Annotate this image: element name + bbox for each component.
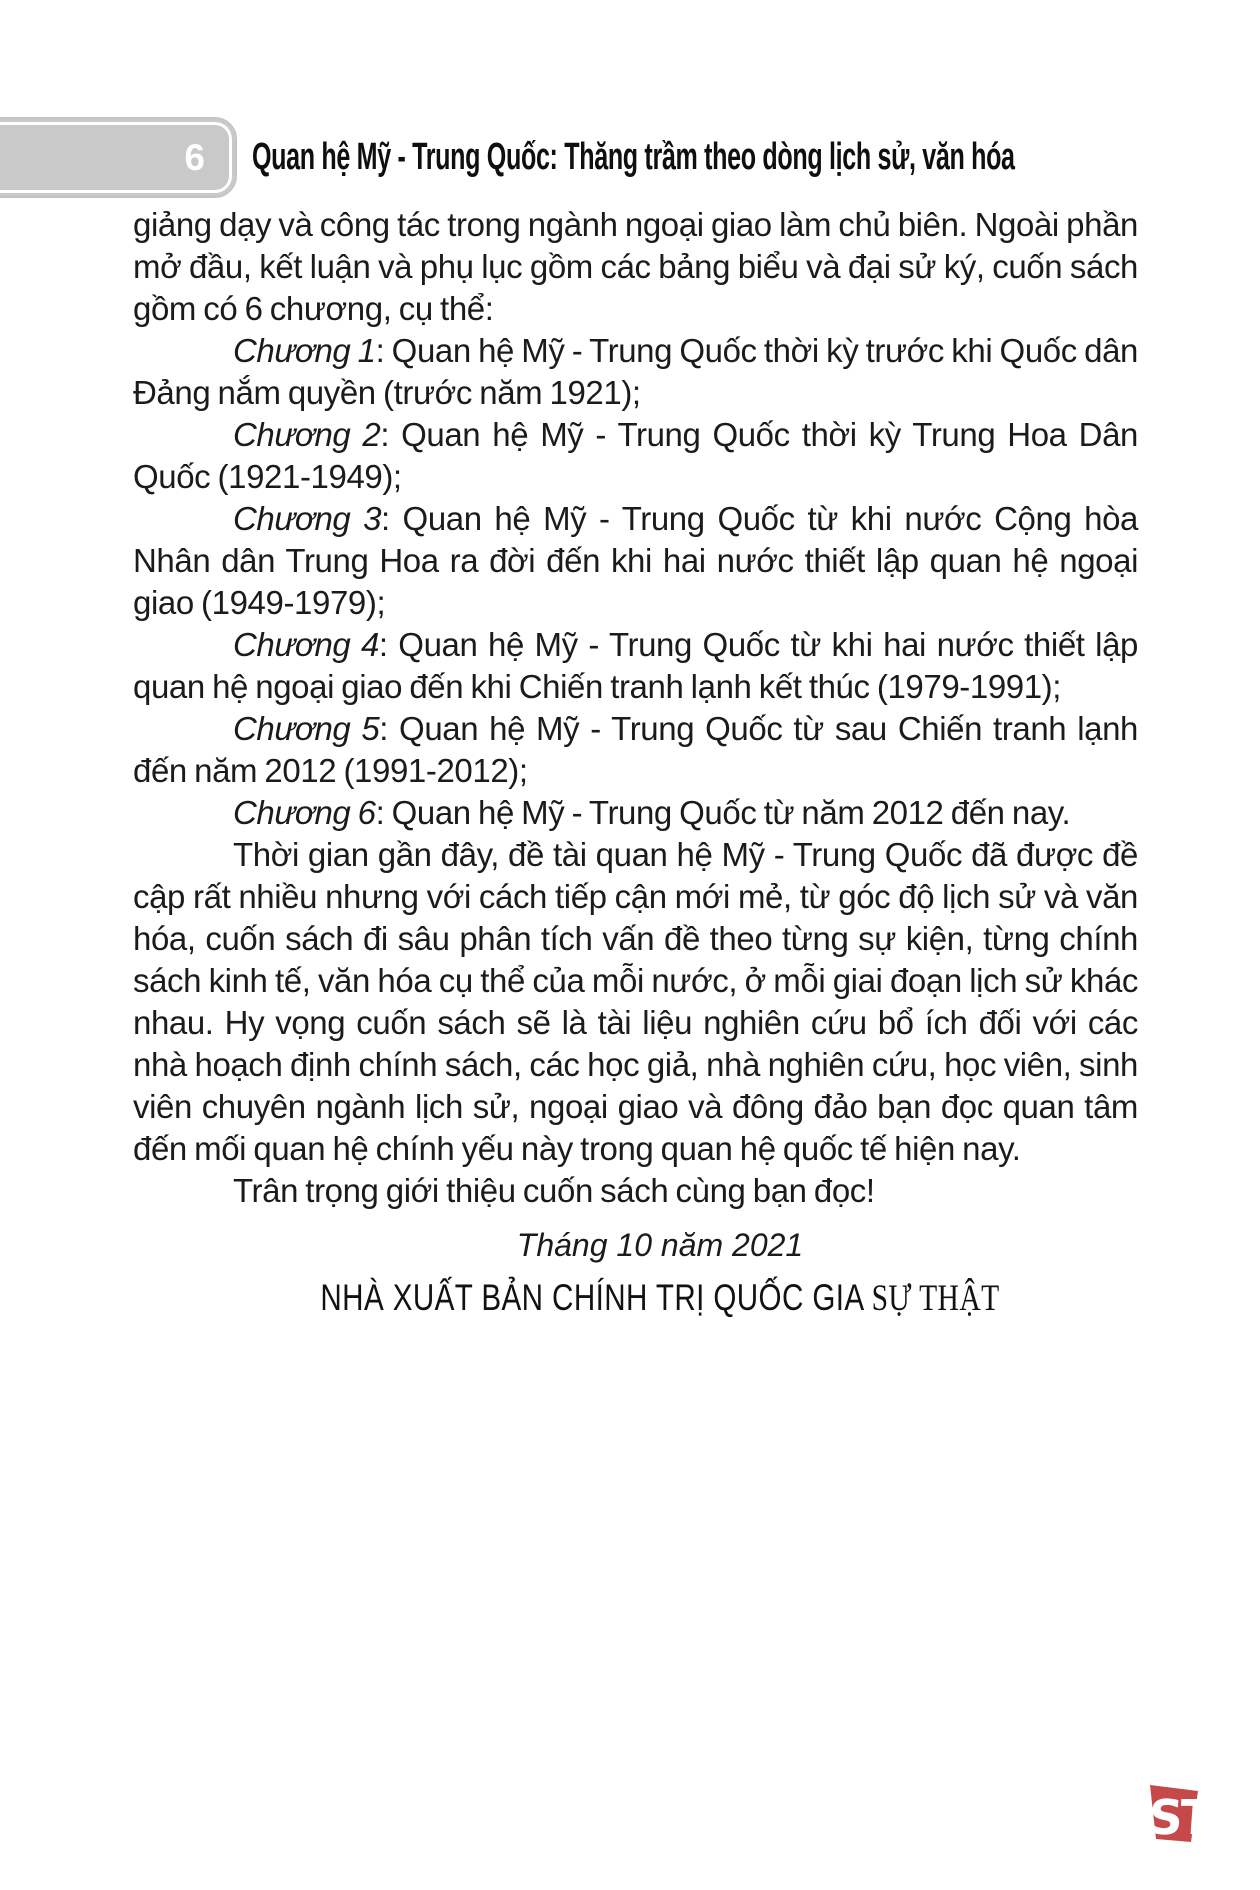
paragraph: Thời gian gần đây, đề tài quan hệ Mỹ - Trung Quốc đã được đề cập rất nhiều nhưng với cách tiếp cận mới mẻ, từ góc độ lịch sử và văn hóa, cuốn sách đi sâu phân tích vấn đề theo từng sự kiện, từng chính sách kinh tế, văn hóa cụ thể của mỗi nước, ở mỗi giai đoạn lịch sử khác nhau. Hy vọng cuốn sách sẽ là tài liệu nghiên cứu bổ ích đối với các nhà hoạch định chính sách, các học giả, nhà nghiên cứu, học viên, sinh viên chuyên ngành lịch sử, ngoại giao và đông đảo bạn đọc quan tâm đến mối quan hệ chính yếu này trong quan hệ quốc tế hiện nay. [133,836,1138,1167]
paragraph: Chương 5: Quan hệ Mỹ - Trung Quốc từ sau Chiến tranh lạnh đến năm 2012 (1991-2012); [133,710,1139,789]
chapter-label: Chương 1 [233,332,376,369]
chapter-label: Chương 3 [233,500,382,537]
signature-date: Tháng 10 năm 2021 [516,1227,804,1263]
paragraph: Chương 4: Quan hệ Mỹ - Trung Quốc từ khi hai nước thiết lập quan hệ ngoại giao đến khi Chiến tranh lạnh kết thúc (1979-1991); [133,626,1138,705]
publisher-name [260,1273,1060,1324]
chapter-label: Chương 2 [233,416,381,453]
chapter-label: Chương 4 [233,626,379,663]
paragraph: Trân trọng giới thiệu cuốn sách cùng bạn đọc! [233,1172,875,1209]
body-text [133,204,1138,1212]
publisher-suffix: SỰ THẬT [871,1278,1000,1319]
paragraph: Chương 1: Quan hệ Mỹ - Trung Quốc thời kỳ trước khi Quốc dân Đảng nắm quyền (trước năm 1921); [133,332,1138,411]
chapter-label: Chương 5 [233,710,380,747]
paragraph: giảng dạy và công tác trong ngành ngoại giao làm chủ biên. Ngoài phần mở đầu, kết luận và phụ lục gồm các bảng biểu và đại sử ký, cuốn sách gồm có 6 chương, cụ thể: [133,206,1138,327]
st-logo-icon [1142,1780,1212,1850]
st-logo-text: ST [1146,1790,1212,1846]
paragraph: Chương 3: Quan hệ Mỹ - Trung Quốc từ khi nước Cộng hòa Nhân dân Trung Hoa ra đời đến khi hai nước thiết lập quan hệ ngoại giao (1949-1979); [133,500,1138,621]
paragraph: Chương 2: Quan hệ Mỹ - Trung Quốc thời kỳ Trung Hoa Dân Quốc (1921-1949); [133,416,1138,495]
publisher-main: NHÀ XUẤT BẢN CHÍNH TRỊ QUỐC GIA [320,1277,863,1318]
running-title: Quan hệ Mỹ - Trung Quốc: Thăng trầm theo dòng lịch sử, văn hóa [252,136,1015,178]
chapter-label: Chương 6 [233,794,376,831]
paragraph: Chương 6: Quan hệ Mỹ - Trung Quốc từ năm 2012 đến nay. [233,794,1071,831]
page-number: 6 [184,137,205,178]
signature-block [160,1225,1160,1324]
page-number-box [0,117,237,198]
publisher-logo [1142,1780,1212,1850]
